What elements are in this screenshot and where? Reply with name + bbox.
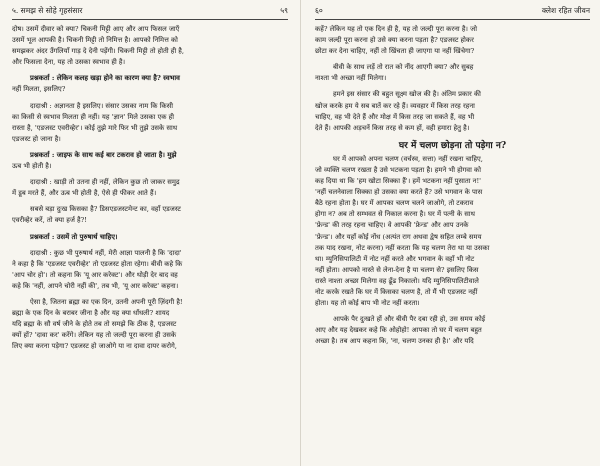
text-line: आपके पैर दुःखते हों और बीवी पैर दबा रही हो, उस समय कोई <box>333 315 486 324</box>
text-line: नहीं मिलता, इसलिए? <box>12 85 66 94</box>
text-line: में डूब मरते हैं, और ऊब भी होती है, ऐसे ही फीकर आते हैं। <box>12 189 157 198</box>
text-line: समझकर अंदर उँगलियाँ गाड़ दे देनी पड़ेंगी। चिकनी मिट्टी तो होती ही है, <box>12 47 185 56</box>
page-number-left: ५९ <box>280 6 288 15</box>
text-line: लिए क्या करना पड़ेगा? एडजस्ट हो जाओगे या ना दावा दायर करोगे, <box>12 342 177 351</box>
text-line: कहे कि 'नहीं, आपने चोरी नहीं की', तब भी, 'यू आर करेक्ट' कहना। <box>12 281 179 290</box>
text-line: आए और यह देखकर कहे कि ओहोहो! आपका तो घर में चलण बहुत <box>315 326 482 335</box>
right-page-header <box>315 6 590 20</box>
text-line: क्यों हों? 'दावा कर' करेंगे। लेकिन यह तो जल्दी पूरा करना ही उसके <box>12 331 177 340</box>
text-line: घर में आपको अपना चलण (वर्चस्व, सत्ता) नहीं रखना चाहिए, <box>333 154 483 163</box>
text-line: होगा न? अब तो सम्भवत से निकाल करना है। घर में पत्नी के साथ <box>315 210 475 219</box>
answer-line: दादाश्री : कुछ भी पुरुषार्थ नहीं, मेरी आज्ञा पालनी है कि 'दादा' <box>30 248 182 257</box>
text-line: नहीं होता। आपको नास्ते से लेना-देना है या चलण से? इसलिए किस <box>315 265 479 274</box>
book-title: क्लेश रहित जीवन <box>541 6 590 15</box>
text-line: तक याद रखना, नोट करना) नहीं करता कि यह चलण तेरा था या उसका <box>315 243 490 252</box>
text-line: 'आप चोर हो'। तो कहना कि 'यू आर करेक्ट'। और थोड़ी देर बाद वह <box>12 270 178 279</box>
text-line: चाहिए, वह भी देते हैं और मोक्ष में किस तरह जा सकते हैं, वह भी <box>315 112 475 121</box>
text-line: जो व्यक्ति चलण रखता है उसे भटकना पड़ता है। हमने भी होगवा को <box>315 165 481 174</box>
text-line: ने कहा है कि 'एडजस्ट एवरीव्हेर' तो एडजस्ट होता रहेगा। बीवी कहे कि <box>12 259 183 268</box>
text-line: उसमें भूल आपकी है। चिकनी मिट्टी तो निमित्त है। आपको निमित्त को <box>12 36 178 45</box>
text-line: एवरीव्हेर करें, तो क्या हर्ज है?! <box>12 216 88 225</box>
chapter-title: ५. समझ से सोहे गृहसंसार <box>12 6 83 15</box>
text-line: खोज करके हम ये सब बातें कर रहे हैं। व्यवहार में किस तरह रहना <box>315 101 475 110</box>
question-line: प्रश्नकर्ता : उसमें तो पुरुषार्थ चाहिए। <box>30 232 118 241</box>
text-line: दोष। उसमें दीवार को क्या? चिकनी मिट्टी आए और आप फिसल जाएँ <box>12 25 180 33</box>
page-number-right: ६० <box>315 6 323 15</box>
text-line: देते हैं। आपकी अड़चनें किस तरह से कम हों, वही हमारा हेतु है। <box>315 123 470 132</box>
text-line: 'फ्रेन्ड'। और यहाँ कोई नोंध (अत्यंत राग अथवा द्वेष सहित लम्बे समय <box>315 232 482 241</box>
text-line: छोटा कर देना चाहिए, नहीं तो खिंचता ही जाएगा या नहीं खिंचेगा? <box>315 47 475 56</box>
text-line: था। म्युनिसिपालिटी में नोट नहीं करते और भगवान के वहाँ भी नोट <box>315 254 475 263</box>
answer-line: दादाश्री : खाड़ी तो उतना ही नहीं, लेकिन कुछ तो जाकर समुद्र <box>30 178 180 187</box>
text-line: हमने इस संसार की बहुत सूक्ष्म खोज की है। अंतिम प्रकार की <box>333 90 481 99</box>
text-line: कहें? लेकिन यह तो एक दिन ही है, यह तो जल्दी पूरा करना है। जो <box>315 25 477 33</box>
text-line: होता। यह तो कोई बाप भी नोट नहीं करता। <box>315 299 420 308</box>
text-line: का किसी से स्वभाव मिलता ही नहीं। यह 'ज्ञान' मिले उसका एक ही <box>12 112 174 121</box>
text-line: सबसे बड़ा दुःख किसका है? डिसएडजस्टमेन्ट का, वहाँ एडजस्ट <box>30 205 181 214</box>
text-line: नोट करके रखते कि घर में किसका चलण है, तो मैं भी एडजस्ट नहीं <box>315 287 478 296</box>
text-line: रास्ते नाश्ता अच्छा मिलेगा वह ढूँढ निकालो। यदि म्युनिसिपालिटीवाले <box>315 276 479 285</box>
text-line: बैठे रहना होता है। घर में आपका चलण चलने जाओगे, तो टकराव <box>315 199 474 208</box>
section-heading: घर में चलण छोड़ना तो पड़ेगा न? <box>398 140 507 151</box>
text-line: ऊब भी होती है। <box>12 162 52 171</box>
text-line: ऐसा है, जितना ब्रह्मा का एक दिन, उतनी अपनी पूरी ज़िंदगी है! <box>30 297 183 306</box>
text-line: अच्छा है। तब आप कहना कि, 'ना, चलण उनका ही है।' और यदि <box>315 337 474 346</box>
question-line: प्रश्नकर्ता : जाइफ के साथ कई बार टकराव हो जाता है। मुझे <box>30 150 177 159</box>
left-page-header <box>12 6 288 20</box>
right-page <box>300 0 600 466</box>
text-line: 'नहीं चलनेवाला सिक्का हो उसका क्या करते हैं? उसे भगवान के पास <box>315 188 483 197</box>
text-line: काम जल्दी पूरा करना हो उसे क्या करना पड़ता है? एडजस्ट होकर <box>315 36 474 45</box>
text-line: एडजस्ट हो जाना है। <box>12 134 61 143</box>
answer-line: दादाश्री : अज्ञानता है इसलिए। संसार उसका नाम कि किसी <box>30 101 173 110</box>
text-line: रास्ता है, 'एडजस्ट एवरीव्हेर'। कोई तुझे मारे फिर भी तुझे उसके साथ <box>12 123 178 132</box>
text-line: नाश्ता भी अच्छा नहीं मिलेगा। <box>315 74 387 83</box>
text-line: 'फ्रेन्ड' की तरह रहना चाहिए। वे आपकी 'फ्रेन्ड' और आप उनके <box>315 221 469 230</box>
text-line: यदि ब्रह्मा के सौ वर्ष जीने के होते तब तो समझे कि ठीक है, एडजस्ट <box>12 320 177 329</box>
text-line: ब्रह्मा के एक दिन के बराबर जीना है और यह क्या धाँधली? शायद <box>12 309 170 318</box>
text-line: कह दिया था कि 'हम खोटा सिक्का हैं'। हमें भटकना नहीं पुसाता न!' <box>315 177 482 186</box>
text-line: और फिसला देना, यह तो उसका स्वभाव ही है। <box>12 58 126 67</box>
text-line: बीवी के साथ लड़ें तो रात को नींद आएगी क्या? और सुबह <box>333 63 474 72</box>
question-line: प्रश्नकर्ता : लेकिन कलह खड़ा होने का कारण क्या है? स्वभाव <box>30 74 180 83</box>
